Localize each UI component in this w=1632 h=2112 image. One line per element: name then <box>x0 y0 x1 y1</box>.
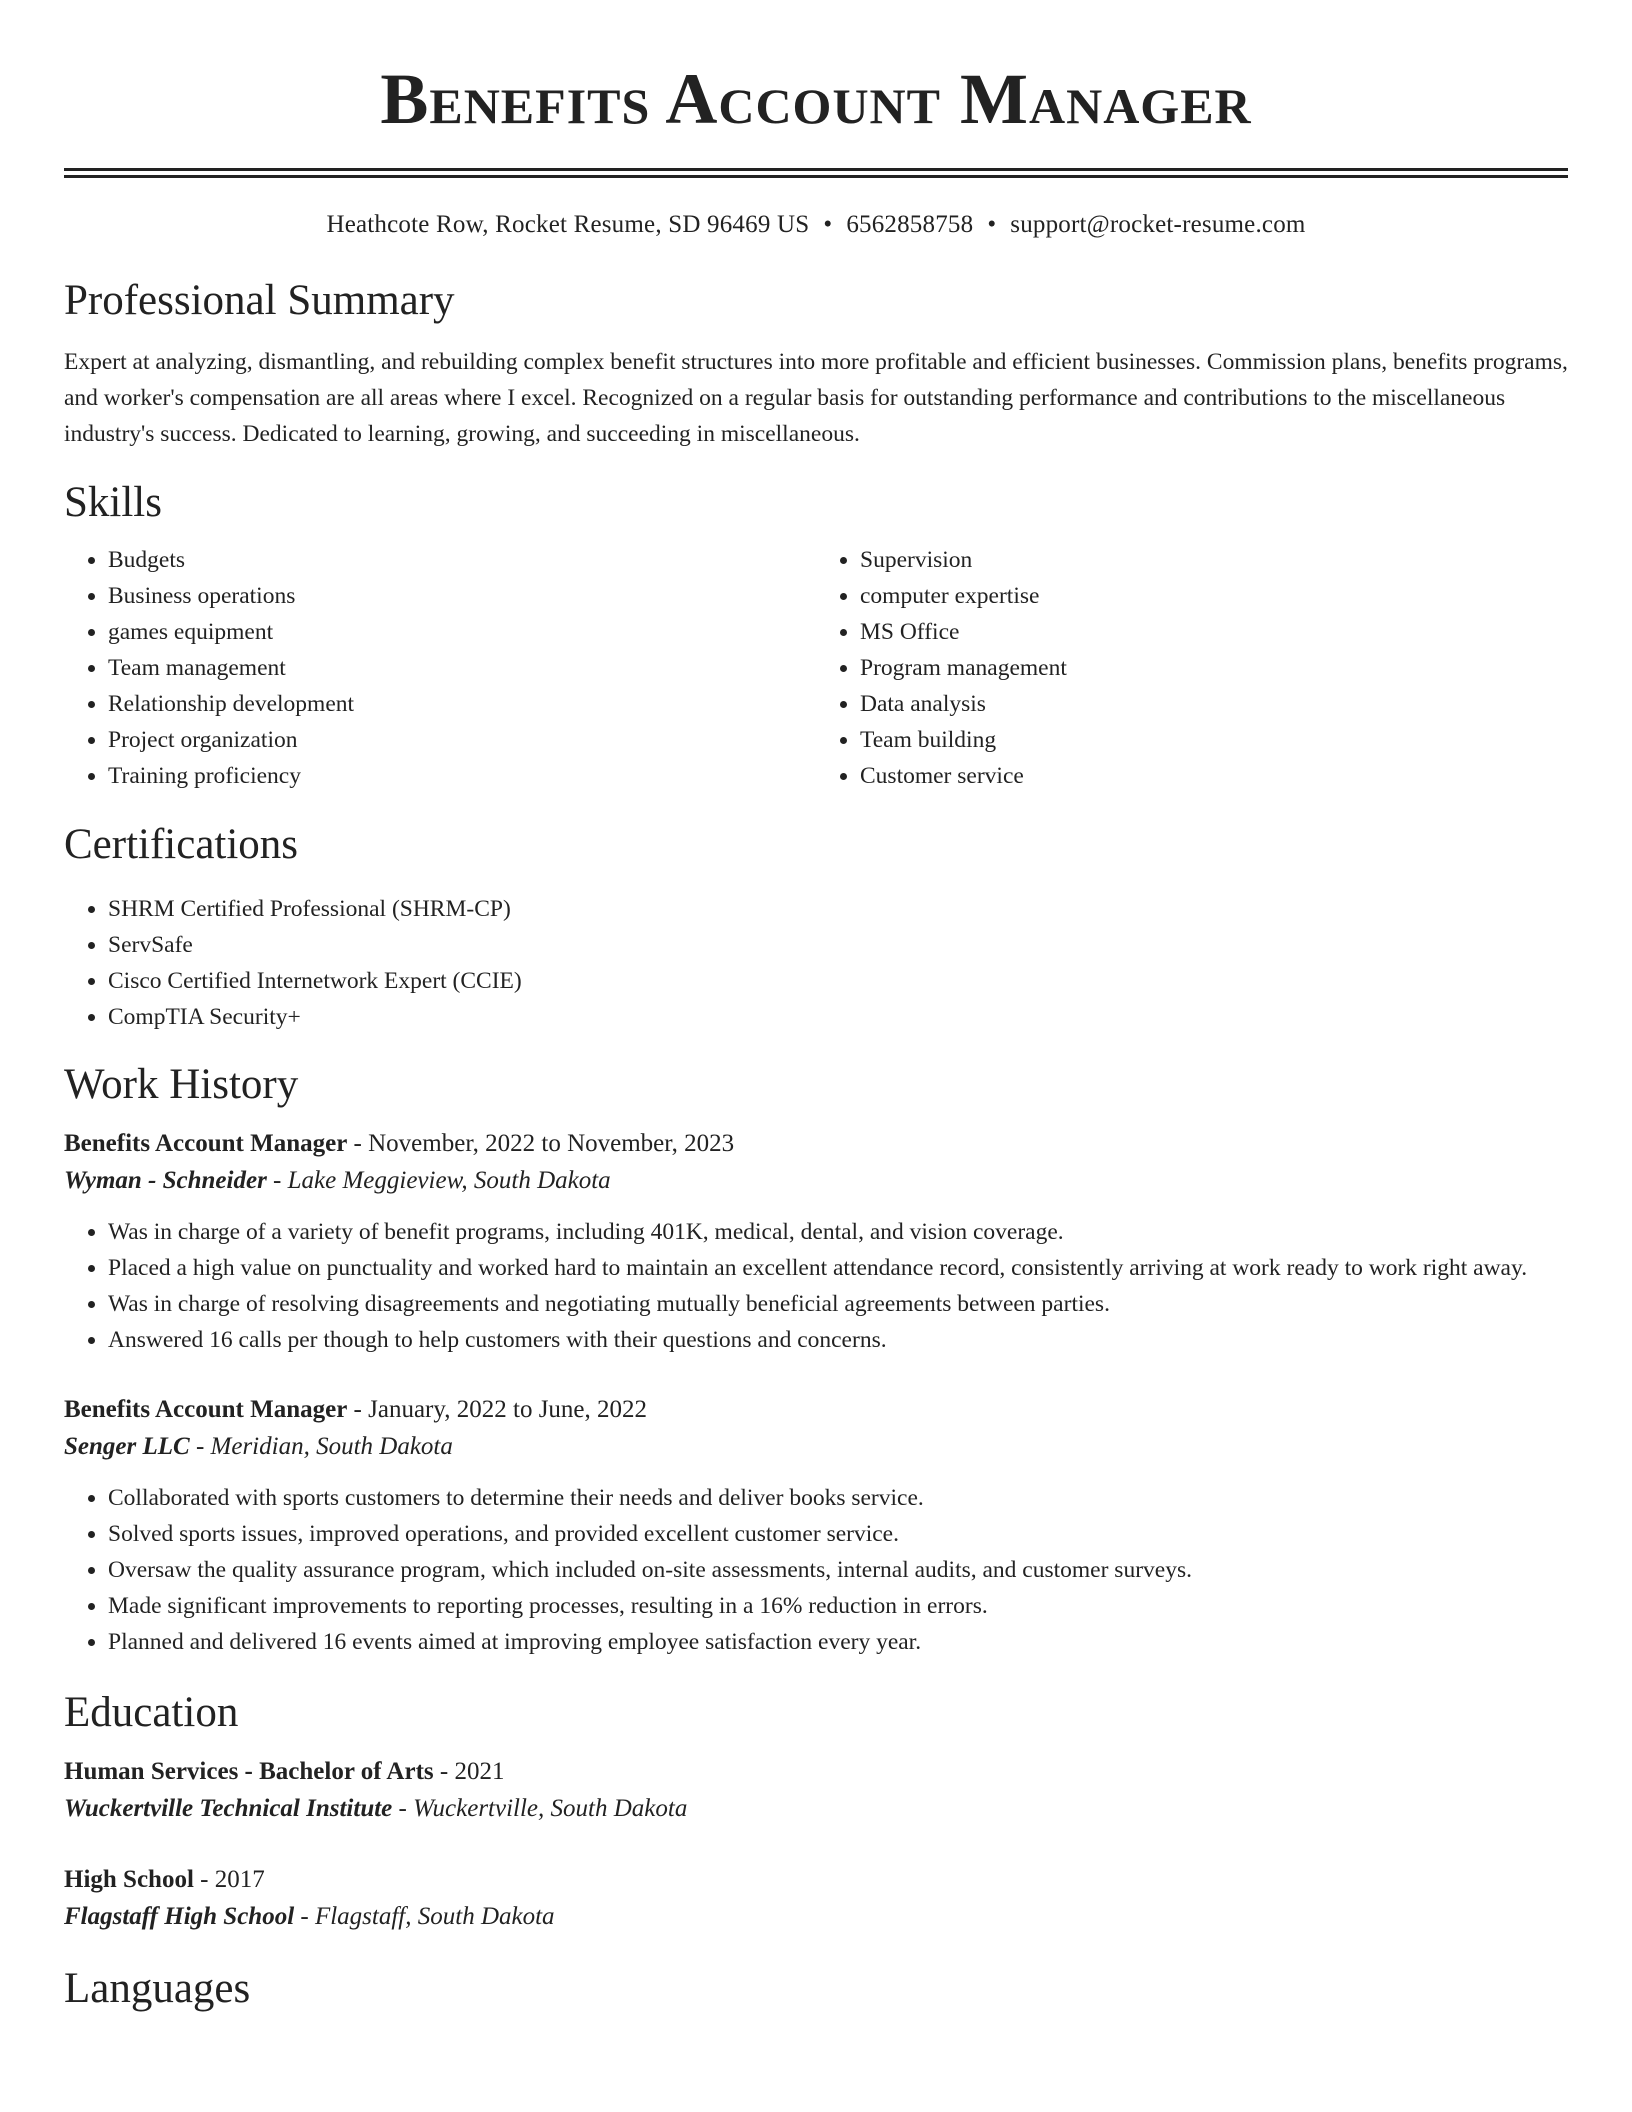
education-degree-line <box>64 1862 1568 1898</box>
skill-item: • MS Office <box>860 614 1568 650</box>
job-company-line <box>64 1162 1568 1200</box>
education-year: - 2017 <box>193 1866 265 1893</box>
section-heading-languages: Languages <box>64 1965 251 2012</box>
job-bullet: • Was in charge of a variety of benefit programs, including 401K, medical, dental, and vision coverage. <box>108 1214 1568 1250</box>
resume-name: Benefits Account Manager <box>380 59 1252 139</box>
resume-page <box>64 0 1568 2014</box>
skill-item: • computer expertise <box>860 578 1568 614</box>
skill-item: • Relationship development <box>108 686 816 722</box>
job-company: Wyman - Schneider <box>64 1167 267 1194</box>
education-degree: High School <box>64 1866 194 1893</box>
job-bullets <box>64 1480 1568 1660</box>
certification-item: • SHRM Certified Professional (SHRM-CP) <box>108 891 1568 927</box>
job-bullets <box>64 1214 1568 1358</box>
education-year: - 2021 <box>433 1758 505 1785</box>
job-dates: - November, 2022 to November, 2023 <box>347 1130 735 1157</box>
job-title-line <box>64 1392 1568 1428</box>
education-degree-line <box>64 1754 1568 1790</box>
job-entry <box>64 1392 1568 1660</box>
certification-item: • Cisco Certified Internetwork Expert (CCIE) <box>108 963 1568 999</box>
skill-item: • Project organization <box>108 722 816 758</box>
job-company: Senger LLC <box>64 1433 190 1460</box>
job-bullet: • Collaborated with sports customers to determine their needs and deliver books service. <box>108 1480 1568 1516</box>
education-school-line <box>64 1790 1568 1828</box>
job-bullet: • Made significant improvements to reporting processes, resulting in a 16% reduction in errors. <box>108 1588 1568 1624</box>
section-heading-skills: Skills <box>64 479 162 526</box>
contact-line <box>64 209 1568 241</box>
contact-separator: • <box>823 211 833 238</box>
contact-separator: • <box>987 211 997 238</box>
job-bullet: • Was in charge of resolving disagreements and negotiating mutually beneficial agreements between parties. <box>108 1286 1568 1322</box>
education-school: Flagstaff High School <box>64 1903 295 1930</box>
education-school-line <box>64 1898 1568 1936</box>
education-location: - Wuckertville, South Dakota <box>392 1795 688 1822</box>
section-heading-certifications: Certifications <box>64 821 299 868</box>
skill-item: • Data analysis <box>860 686 1568 722</box>
job-bullet: • Solved sports issues, improved operations, and provided excellent customer service. <box>108 1516 1568 1552</box>
skills-list-left <box>64 542 816 794</box>
job-bullet: • Placed a high value on punctuality and worked hard to maintain an excellent attendance record, consistently arriving at work ready to work right away. <box>108 1250 1568 1286</box>
job-location: - Meridian, South Dakota <box>189 1433 453 1460</box>
skill-item: • Program management <box>860 650 1568 686</box>
skill-item: • games equipment <box>108 614 816 650</box>
skill-item: • Training proficiency <box>108 758 816 794</box>
summary-text: Expert at analyzing, dismantling, and rebuilding complex benefit structures into more profitable and efficient businesses. Commission plans, benefits programs, and worker's compensation are all areas where I excel. Recognized on a regular basis for outstanding performance and contributions to the miscellaneous industry's success. Dedicated to learning, growing, and succeeding in miscellaneous. <box>64 349 1568 447</box>
section-heading-education: Education <box>64 1689 239 1736</box>
education-location: - Flagstaff, South Dakota <box>294 1903 555 1930</box>
skill-item: • Customer service <box>860 758 1568 794</box>
skills-columns <box>64 542 1568 794</box>
job-company-line <box>64 1428 1568 1466</box>
certifications-list <box>64 891 1568 1035</box>
job-title-line <box>64 1126 1568 1162</box>
header-double-rule <box>64 168 1568 178</box>
job-dates: - January, 2022 to June, 2022 <box>347 1396 648 1423</box>
section-heading-summary: Professional Summary <box>64 277 455 324</box>
education-entry <box>64 1862 1568 1936</box>
job-bullet: • Answered 16 calls per though to help customers with their questions and concerns. <box>108 1322 1568 1358</box>
certification-item: • CompTIA Security+ <box>108 999 1568 1035</box>
education-entry <box>64 1754 1568 1828</box>
education-degree: Human Services - Bachelor of Arts <box>64 1758 434 1785</box>
job-title: Benefits Account Manager <box>64 1130 348 1157</box>
job-location: - Lake Meggieview, South Dakota <box>266 1167 611 1194</box>
job-bullet: • Oversaw the quality assurance program, which included on-site assessments, internal audits, and customer surveys. <box>108 1552 1568 1588</box>
contact-address: Heathcote Row, Rocket Resume, SD 96469 US <box>326 211 810 238</box>
skill-item: • Budgets <box>108 542 816 578</box>
education-school: Wuckertville Technical Institute <box>64 1795 393 1822</box>
job-entry <box>64 1126 1568 1358</box>
certification-item: • ServSafe <box>108 927 1568 963</box>
skills-list-right <box>816 542 1568 794</box>
job-title: Benefits Account Manager <box>64 1396 348 1423</box>
section-heading-work-history: Work History <box>64 1061 299 1108</box>
contact-email: support@rocket-resume.com <box>1010 211 1306 238</box>
contact-phone: 6562858758 <box>846 211 974 238</box>
job-bullet: • Planned and delivered 16 events aimed at improving employee satisfaction every year. <box>108 1624 1568 1660</box>
skill-item: • Team building <box>860 722 1568 758</box>
skill-item: • Team management <box>108 650 816 686</box>
skill-item: • Business operations <box>108 578 816 614</box>
skill-item: • Supervision <box>860 542 1568 578</box>
